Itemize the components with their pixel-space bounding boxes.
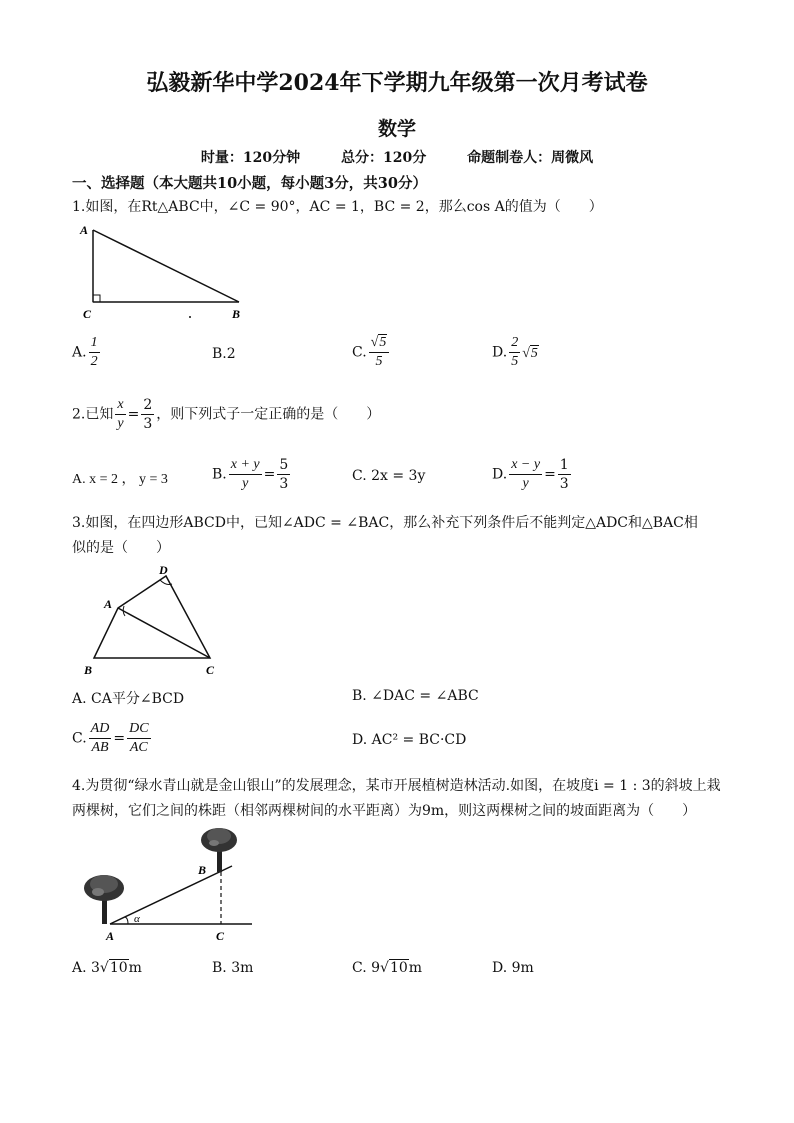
q2-b-rhs-den: 3 bbox=[279, 476, 289, 492]
q3-c-num1: AD bbox=[89, 722, 112, 739]
q1-option-c-fraction bbox=[369, 336, 390, 369]
q2-option-c[interactable]: C. 2x = 3y bbox=[352, 468, 426, 484]
q1-option-d-fraction bbox=[509, 336, 520, 369]
q4-a-unit: m bbox=[128, 960, 142, 976]
q1-label-a: A bbox=[80, 223, 89, 237]
q4-option-d[interactable]: D. 9m bbox=[492, 960, 534, 976]
q1-label-c: C bbox=[83, 307, 92, 321]
exam-title: 弘毅新华中学2024年下学期九年级第一次月考试卷 bbox=[146, 70, 648, 96]
q2-b-prefix: B. bbox=[212, 466, 227, 483]
q2-d-prefix: D. bbox=[492, 466, 508, 483]
q2-option-d[interactable]: D. $\frac{x - y}{y}$ = $\frac{1}{3}$ bbox=[492, 457, 569, 492]
q1-a-num: 1 bbox=[89, 336, 100, 353]
q2-frac1-den: y bbox=[117, 416, 124, 431]
q1-d-den: 5 bbox=[511, 354, 519, 369]
q3-option-c[interactable]: C. $\frac{AD}{AB}$ = $\frac{DC}{AC}$ bbox=[72, 721, 149, 755]
q3-label-d: D bbox=[159, 563, 168, 577]
q1-option-d[interactable]: D. $\frac{2}{5}$ √5 bbox=[492, 335, 538, 369]
q1-option-a-fraction bbox=[89, 336, 100, 369]
q3-figure bbox=[80, 562, 230, 680]
q3-c-frac1 bbox=[89, 722, 112, 755]
q2-d-num: x − y bbox=[509, 458, 542, 475]
q1-d-rad: 5 bbox=[530, 345, 538, 361]
q4-c-prefix: C. 9 bbox=[352, 960, 381, 976]
q3-c-frac2 bbox=[127, 722, 150, 755]
q1-text: 1.如图，在Rt△ABC中，∠C = 90°，AC = 1，BC = 2，那么cos A的值为（ ） bbox=[72, 199, 603, 215]
q2-frac2-den: 3 bbox=[143, 416, 153, 432]
q2-text-pre: 2.已知 bbox=[72, 406, 114, 423]
q2-option-a[interactable]: A. x = 2 ， y = 3 bbox=[72, 472, 168, 487]
q3-c-den1: AB bbox=[91, 740, 109, 755]
q3-label-b: B bbox=[84, 663, 93, 677]
q4-c-unit: m bbox=[408, 960, 423, 976]
q3-text-line2: 似的是（ ） bbox=[72, 540, 170, 556]
q2-b-rhs-num: 5 bbox=[279, 457, 289, 473]
q4-label-alpha: α bbox=[134, 913, 140, 925]
q2-frac2-num: 2 bbox=[143, 397, 153, 413]
q3-text-line1: 3.如图，在四边形ABCD中，已知∠ADC = ∠BAC，那么补充下列条件后不能判定△ADC和△BAC相 bbox=[72, 515, 698, 531]
q2-frac1 bbox=[115, 398, 125, 431]
q3-label-a: A bbox=[104, 597, 113, 611]
q2-frac1-num: x bbox=[115, 398, 125, 415]
q1-c-num: √5 bbox=[369, 336, 390, 353]
q2-d-frac bbox=[509, 458, 542, 491]
q4-a-prefix: A. 3 bbox=[72, 960, 100, 976]
q2-option-b[interactable]: B. $\frac{x + y}{y}$ = $\frac{5}{3}$ bbox=[212, 457, 289, 492]
q1-option-a-prefix: A. bbox=[72, 344, 87, 361]
exam-total: 总分：120分 bbox=[341, 150, 427, 166]
q4-label-a: A bbox=[106, 929, 115, 943]
q4-figure bbox=[76, 826, 256, 946]
q2-b-rhs bbox=[277, 458, 290, 491]
exam-author: 命题制卷人：周微风 bbox=[467, 150, 594, 166]
q4-text-line2: 两棵树，它们之间的株距（相邻两棵树间的水平距离）为9m，则这两棵树之间的坡面距离为（ ） bbox=[72, 803, 697, 819]
q1-label-b: B bbox=[232, 307, 241, 321]
q4-option-c[interactable]: C. 9√10m bbox=[352, 960, 423, 976]
q2-text-post: ，则下列式子一定正确的是（ ） bbox=[156, 406, 381, 423]
q2-b-frac bbox=[229, 458, 262, 491]
q3-option-a[interactable]: A. CA平分∠BCD bbox=[72, 691, 185, 707]
q2-d-rhs-den: 3 bbox=[559, 476, 569, 492]
q2-d-rhs-num: 1 bbox=[559, 457, 569, 473]
section-heading: 一、选择题（本大题共10小题，每小题3分，共30分） bbox=[72, 175, 427, 192]
q1-a-den: 2 bbox=[90, 354, 98, 369]
q2-b-num: x + y bbox=[229, 458, 262, 475]
tree-a-icon bbox=[84, 875, 124, 924]
q4-label-b: B bbox=[198, 863, 207, 877]
q1-figure bbox=[74, 220, 254, 322]
q4-option-a[interactable]: A. 3√10m bbox=[72, 960, 142, 976]
q4-text-line1: 4.为贯彻“绿水青山就是金山银山”的发展理念，某市开展植树造林活动.如图，在坡度i = 1 : 3的斜坡上栽 bbox=[72, 778, 721, 794]
q2-d-den: y bbox=[522, 476, 529, 491]
q1-d-num: 2 bbox=[509, 336, 520, 353]
q1-option-d-prefix: D. bbox=[492, 344, 508, 361]
q1-option-b[interactable]: B.2 bbox=[212, 346, 236, 362]
q2-d-rhs bbox=[558, 458, 571, 491]
q1-c-den: 5 bbox=[375, 354, 383, 369]
q3-c-num2: DC bbox=[127, 722, 150, 739]
q3-c-prefix: C. bbox=[72, 730, 87, 747]
q2-frac2 bbox=[141, 398, 154, 431]
q4-label-c: C bbox=[216, 929, 225, 943]
q3-c-den2: AC bbox=[129, 740, 148, 755]
q3-option-b[interactable]: B. ∠DAC = ∠ABC bbox=[352, 688, 479, 704]
exam-subject: 数学 bbox=[377, 118, 416, 140]
q3-label-c: C bbox=[206, 663, 215, 677]
q1-option-c-prefix: C. bbox=[352, 344, 367, 361]
q1-option-c[interactable] bbox=[352, 336, 391, 369]
q2-b-den: y bbox=[242, 476, 249, 491]
q4-option-b[interactable]: B. 3m bbox=[212, 960, 254, 976]
q1-option-a[interactable] bbox=[72, 336, 102, 369]
q2-text bbox=[72, 398, 380, 431]
q4-a-rad: 10 bbox=[109, 960, 128, 976]
exam-info bbox=[0, 147, 794, 167]
q4-c-rad: 10 bbox=[389, 960, 408, 976]
q1-c-rad: 5 bbox=[379, 335, 387, 350]
q2-eq: = bbox=[127, 406, 140, 423]
exam-time: 时量：120分钟 bbox=[200, 150, 301, 166]
q3-option-d[interactable]: D. AC² = BC·CD bbox=[352, 732, 467, 748]
